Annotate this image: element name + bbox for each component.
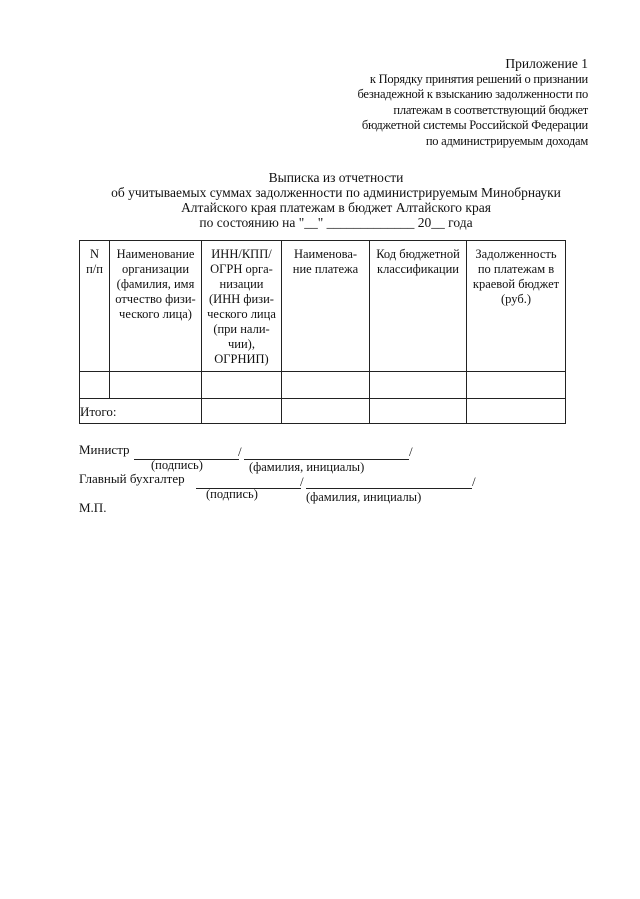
table-total-row <box>80 399 566 424</box>
heading-title: Выписка из отчетности <box>268 170 404 185</box>
appendix-line: к Порядку принятия решений о признании <box>369 71 588 86</box>
appendix-line: платежам в соответствующий бюджет <box>393 102 588 117</box>
accountant-name-caption: (фамилия, инициалы) <box>306 490 422 504</box>
total-label: Итого: <box>80 399 202 424</box>
heading-line: Алтайского края платежам в бюджет Алтайского края <box>181 200 491 215</box>
table-cell <box>282 399 370 424</box>
table-cell <box>80 372 110 399</box>
appendix-line: безнадежной к взысканию задолженности по <box>357 87 588 101</box>
accountant-signature-caption: (подпись) <box>206 487 258 501</box>
document-heading <box>60 170 612 230</box>
col-header-inn: ИНН/КПП/ ОГРН орга- низации (ИНН физи- ческого лица (при нали- чии), ОГРНИП) <box>202 241 282 372</box>
accountant-separator: / <box>300 474 304 489</box>
seal-placeholder: М.П. <box>79 500 107 515</box>
table-cell <box>202 399 282 424</box>
table-cell <box>370 399 467 424</box>
col-header-number: N п/п <box>80 241 110 372</box>
appendix-block <box>318 56 588 149</box>
table-cell <box>467 372 566 399</box>
accountant-separator-end: / <box>472 474 476 489</box>
appendix-line: бюджетной системы Российской Федерации <box>361 118 588 132</box>
appendix-title: Приложение 1 <box>505 56 588 71</box>
appendix-line: по администрируемым доходам <box>425 133 588 148</box>
table-cell <box>370 372 467 399</box>
table-cell <box>467 399 566 424</box>
col-header-budget-code: Код бюджетной классификации <box>370 241 467 372</box>
table-row <box>80 372 566 399</box>
table-cell <box>110 372 202 399</box>
accountant-label: Главный бухгалтер <box>79 471 185 486</box>
minister-separator-end: / <box>409 444 413 459</box>
table-cell <box>282 372 370 399</box>
heading-line: об учитываемых суммах задолженности по администрируемым Минобрнауки <box>111 185 561 200</box>
table-header-row <box>80 241 566 372</box>
minister-signature-caption: (подпись) <box>151 458 203 472</box>
col-header-payment: Наименова- ние платежа <box>282 241 370 372</box>
minister-separator: / <box>238 444 242 459</box>
table-cell <box>202 372 282 399</box>
col-header-debt: Задолженность по платежам в краевой бюджет (руб.) <box>467 241 566 372</box>
col-header-organization: Наименование организации (фамилия, имя отчество физи- ческого лица) <box>110 241 202 372</box>
accountant-name-line <box>306 488 472 489</box>
debt-table <box>79 240 566 424</box>
heading-date-line: по состоянию на "__" _____________ 20__ года <box>199 215 473 230</box>
minister-name-caption: (фамилия, инициалы) <box>249 460 365 474</box>
minister-label: Министр <box>79 442 130 457</box>
